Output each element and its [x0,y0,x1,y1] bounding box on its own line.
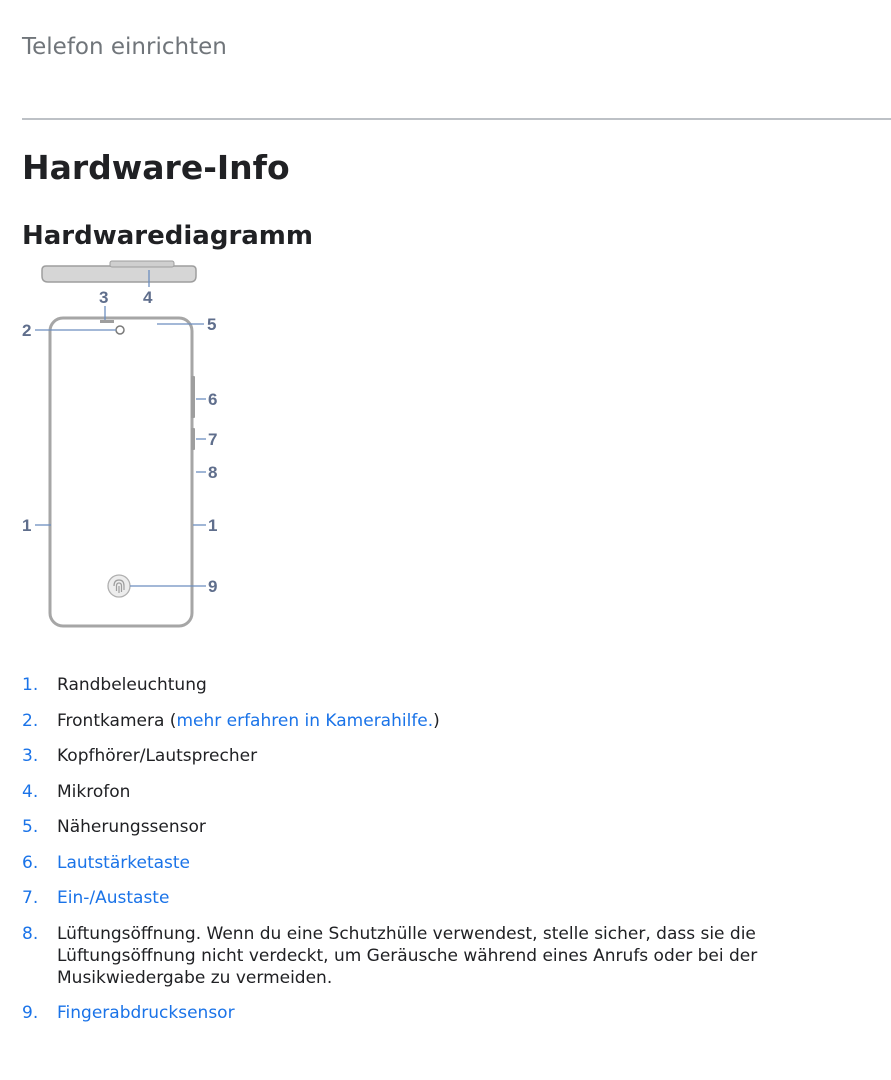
list-number: 2. [22,710,39,731]
list-number: 5. [22,817,39,837]
list-text: Kopfhörer/Lautsprecher [57,746,258,766]
diagram-label-7: 7 [208,430,218,449]
camera-help-link[interactable]: mehr erfahren in Kamerahilfe. [176,710,434,731]
list-number: 8. [22,923,39,944]
list-item [22,852,888,874]
diagram-label-6: 6 [208,390,218,409]
list-text [57,1002,888,1024]
list-number: 6. [22,852,39,873]
list-text [57,710,888,732]
list-text: Mikrofon [57,781,131,802]
list-number: 4. [22,781,39,802]
diagram-label-9: 9 [208,577,218,596]
diagram-label-2: 2 [22,321,32,340]
list-number: 1. [22,675,39,695]
list-item [22,745,888,767]
list-text: Lüftungsöffnung. Wenn du eine Schutzhülle verwendest, stelle sicher, dass sie die Lüftungsöffnung nicht verdeckt, um Geräusche während eines Anrufs oder bei der Musikwiedergabe zu vermeiden. [57,923,758,988]
list-item [22,887,888,909]
list-item [22,923,888,989]
breadcrumb[interactable]: Telefon einrichten [22,34,227,60]
diagram-label-5: 5 [207,315,217,334]
list-item [22,781,888,803]
front-camera [116,326,124,334]
list-item [22,816,888,838]
item-suffix: ) [433,710,440,731]
list-text [57,887,888,909]
list-number: 3. [22,746,39,766]
list-item [22,710,888,732]
fingerprint-icon [108,575,130,597]
list-text [57,852,888,874]
section-title: Hardwarediagramm [22,221,313,251]
item-text: Frontkamera ( [57,710,177,731]
diagram-label-3: 3 [99,288,109,307]
volume-button-link[interactable]: Lautstärketaste [57,852,191,873]
volume-button [191,376,195,418]
header-divider [22,118,891,120]
list-text: Näherungssensor [57,817,206,837]
phone-top-bump [110,261,174,267]
diagram-label-4: 4 [143,288,153,307]
earpiece-slot [100,320,114,323]
list-item [22,1002,888,1024]
list-item [22,674,888,696]
hardware-diagram [18,258,230,630]
hardware-parts-list [22,674,888,1038]
power-button-link[interactable]: Ein-/Austaste [57,888,170,908]
list-number: 9. [22,1003,39,1023]
diagram-label-8: 8 [208,463,218,482]
list-number: 7. [22,888,39,908]
fingerprint-sensor-link[interactable]: Fingerabdrucksensor [57,1003,235,1023]
diagram-label-1-right: 1 [208,516,218,535]
page-title: Hardware-Info [22,148,290,187]
list-text: Randbeleuchtung [57,675,207,695]
diagram-label-1-left: 1 [22,516,32,535]
phone-top-view [42,266,196,282]
power-button [191,428,195,450]
